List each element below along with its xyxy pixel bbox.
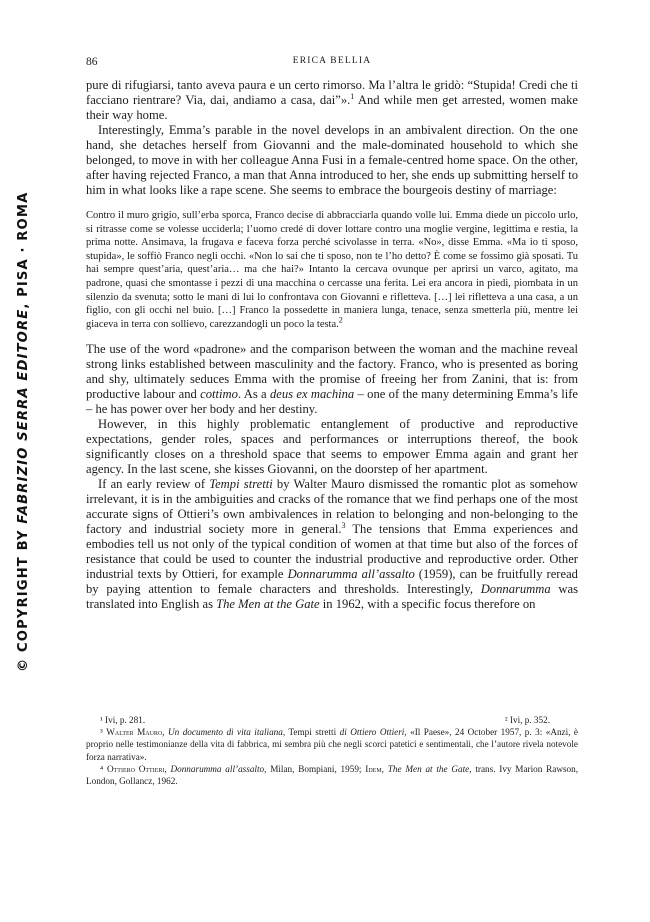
copyright-prefix: © COPYRIGHT BY: [16, 523, 31, 672]
block-quote: [86, 209, 578, 331]
page-header: [86, 56, 578, 78]
page-number: 86: [86, 56, 98, 68]
copyright-suffix: , PISA · ROMA: [16, 191, 31, 309]
paragraph-5: If an early review of Tempi stretti by Walter Mauro dismissed the romantic plot as somehow irrelevant, it is in the ambiguities and cracks of the romance that we find perhaps one of the most accurate signs of Ottieri’s own ambivalences in relation to belonging and non-belonging to the factory and industrial society more in general.$^3$ The tensions that Emma experiences and embodies tell us not only of the typical condition of women at that time but also of the forces of resistance that could be used to counter the industrial productive and reproductive order. Other industrial texts by Ottieri, for example Donnarumma all’assalto (1959), can be fruitfully reread by paying attention to female characters and thresholds. Interestingly, Donnarumma was translated into English as The Men at the Gate in 1962, with a specific focus therefore on: [86, 477, 578, 612]
running-head: ERICA BELLIA: [292, 56, 372, 66]
footnote-row-1-2: [86, 714, 578, 726]
copyright-publisher: FABRIZIO SERRA EDITORE: [16, 308, 31, 524]
paragraph-3: The use of the word «padrone» and the comparison between the woman and the machine reveal strong links established between masculinity and the factory. Franco, who is presented as boring and shy, ultimately seduces Emma with the promise of freeing her from Zanini, that is: from productive labour and cottimo. As a deus ex machina – one of the many determining Emma’s life – he has power over her body and her destiny.: [86, 342, 579, 417]
footnotes: [86, 714, 578, 787]
paragraph-4: However, in this highly problematic entanglement of productive and reproductive expectations, gender roles, spaces and performances or interruptions thereof, the book significantly closes on a threshold space that seems to empower Emma again and grant her agency. In the last scene, she kisses Giovanni, on the doorstep of her apartment.: [86, 417, 578, 477]
footnote-1: ¹ Ivi, p. 281.: [100, 715, 146, 725]
footnote-ref-1[interactable]: 1: [350, 91, 355, 101]
page-body: [86, 56, 578, 612]
quote-text: Contro il muro grigio, sull’erba sporca, Franco decise di abbracciarla quando volle lui. Emma diede un piccolo urlo, si ritrasse come se volesse ucciderla; l’uomo credé di dover lottare contro una moglie vergine, legittima e restia, la prima notte. Ansimava, la frugava e faceva forza perché scivolasse in terra. «No», disse Emma. «Ma io ti sposo, stupida», le soffiò Franco negli occhi. «Non lo sai che ti sposo, non te l’ho detto? È come se fossimo già sposati. Tu hai sempre quest’aria, quest’aria… ma che hai?» Intanto la cercava ovunque per aprirsi un varco, agitato, ma padrone, quasi che smontasse i pezzi di una macchina o cercasse una ferita. Lei era ancora in piedi, piombata in un silenzio da svenuta; sotto le mani di lui lo confrontava con Giovanni e rifletteva. […] lei rifletteva a una casa, a un figlio, con gli occhi nel buio. […] Franco la possedette in maniera lunga, tenace, senza smetterla più, mentre lei giaceva in terra con sollievo, carezzandogli un poco la testa.: [86, 210, 578, 330]
footnote-3: ³ Walter Mauro, Un documento di vita italiana, Tempi stretti di Ottiero Ottieri, «Il Paese», 24 October 1957, p. 3: «Anzi, è proprio nelle testimonianze della vita di fabbrica, mi sembra più che negli scorci patetici e sentimentali, che l’autore rivela notevole forza narrativa».: [86, 727, 578, 762]
main-text: [86, 78, 578, 612]
footnote-ref-3[interactable]: 3: [341, 521, 346, 531]
footnote-4: ⁴ Ottiero Ottieri, Donnarumma all’assalto, Milan, Bompiani, 1959; Idem, The Men at the Gate, trans. Ivy Marion Rawson, London, Gollancz, 1962.: [86, 763, 579, 787]
footnote-ref-2[interactable]: 2: [338, 315, 343, 325]
paragraph-2: Interestingly, Emma’s parable in the novel develops in an ambivalent direction. On the one hand, she detaches herself from Giovanni and the male-dominated household to which she belonged, to move in with her colleague Anna Fusi in a female-centred home space. On the other, after having rejected Franco, a man that Anna introduced to her, she ends up submitting herself to him in what looks like a rape scene. She seems to embrace the bourgeois destiny of marriage:: [86, 123, 578, 197]
copyright-notice: [16, 191, 31, 672]
footnote-2: ² Ivi, p. 352.: [504, 715, 550, 725]
paragraph-1: pure di rifugiarsi, tanto aveva paura e un certo rimorso. Ma l’altra le gridò: “Stupida! Credi che ti facciano rientrare? Via, dai, andiamo a casa, dai”».$^1$ And while men get arrested, women make their way home.: [86, 78, 578, 122]
